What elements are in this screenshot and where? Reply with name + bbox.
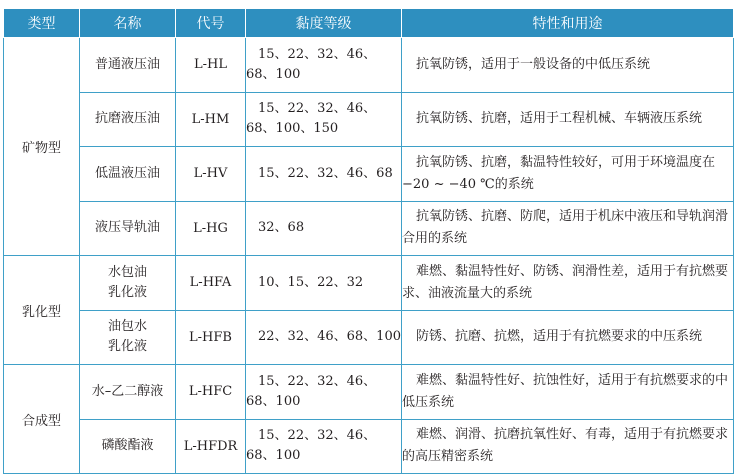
name-line: 油包水: [107, 319, 147, 335]
properties-cell: 难燃、润滑、抗磨抗氧性好、有毒，适用于有抗燃要求的高压精密系统: [402, 419, 734, 474]
properties-cell: 抗氧防锈，适用于一般设备的中低压系统: [402, 38, 734, 93]
code-cell: L-HFA: [176, 256, 246, 311]
type-cell: 合成型: [4, 365, 80, 474]
code-cell: L-HL: [176, 38, 246, 93]
viscosity-cell: 10、15、22、32: [246, 256, 402, 311]
code-cell: L-HFDR: [176, 419, 246, 474]
table-row: [4, 419, 734, 474]
table-row: [4, 365, 734, 420]
viscosity-cell: 32、68: [246, 201, 402, 256]
code-cell: L-HFB: [176, 310, 246, 365]
name-cell: 液压导轨油: [80, 201, 176, 256]
viscosity-cell: 15、22、32、46、68、100: [246, 365, 402, 420]
header-viscosity: 黏度等级: [246, 9, 402, 38]
code-cell: L-HFC: [176, 365, 246, 420]
name-cell: 低温液压油: [80, 147, 176, 202]
table-row: [4, 92, 734, 147]
viscosity-cell: 15、22、32、46、68、100: [246, 419, 402, 474]
table-row: [4, 147, 734, 202]
header-code: 代号: [176, 9, 246, 38]
type-cell: 乳化型: [4, 256, 80, 365]
table-row: [4, 256, 734, 311]
header-row: [4, 9, 734, 38]
name-cell: 普通液压油: [80, 38, 176, 93]
name-cell: [80, 256, 176, 311]
name-cell: 水–乙二醇液: [80, 365, 176, 420]
code-cell: L-HM: [176, 92, 246, 147]
properties-cell: 抗氧防锈、抗磨，适用于工程机械、车辆液压系统: [402, 92, 734, 147]
name-cell: [80, 310, 176, 365]
hydraulic-oil-table: [3, 8, 734, 474]
viscosity-cell: 22、32、46、68、100: [246, 310, 402, 365]
table-body: [4, 38, 734, 474]
name-line: 水包油: [107, 264, 147, 280]
table-row: [4, 201, 734, 256]
name-cell: 磷酸酯液: [80, 419, 176, 474]
header-type: 类型: [4, 9, 80, 38]
table-row: [4, 38, 734, 93]
code-cell: L-HV: [176, 147, 246, 202]
properties-cell: 难燃、黏温特性好、抗蚀性好，适用于有抗燃要求的中低压系统: [402, 365, 734, 420]
header-properties: 特性和用途: [402, 9, 734, 38]
name-line: 乳化液: [107, 339, 147, 355]
viscosity-cell: 15、22、32、46、68、100、150: [246, 92, 402, 147]
name-line: 乳化液: [107, 284, 147, 300]
code-cell: L-HG: [176, 201, 246, 256]
table-row: [4, 310, 734, 365]
viscosity-cell: 15、22、32、46、68、100: [246, 38, 402, 93]
properties-cell: 抗氧防锈、抗磨，黏温特性较好，可用于环境温度在 −20 ~ −40 ℃的系统: [402, 147, 734, 202]
properties-cell: 抗氧防锈、抗磨、防爬，适用于机床中液压和导轨润滑合用的系统: [402, 201, 734, 256]
viscosity-cell: 15、22、32、46、68: [246, 147, 402, 202]
name-cell: 抗磨液压油: [80, 92, 176, 147]
type-cell: 矿物型: [4, 38, 80, 256]
header-name: 名称: [80, 9, 176, 38]
properties-cell: 难燃、黏温特性好、防锈、润滑性差，适用于有抗燃要求、油液流量大的系统: [402, 256, 734, 311]
properties-cell: 防锈、抗磨、抗燃，适用于有抗燃要求的中压系统: [402, 310, 734, 365]
